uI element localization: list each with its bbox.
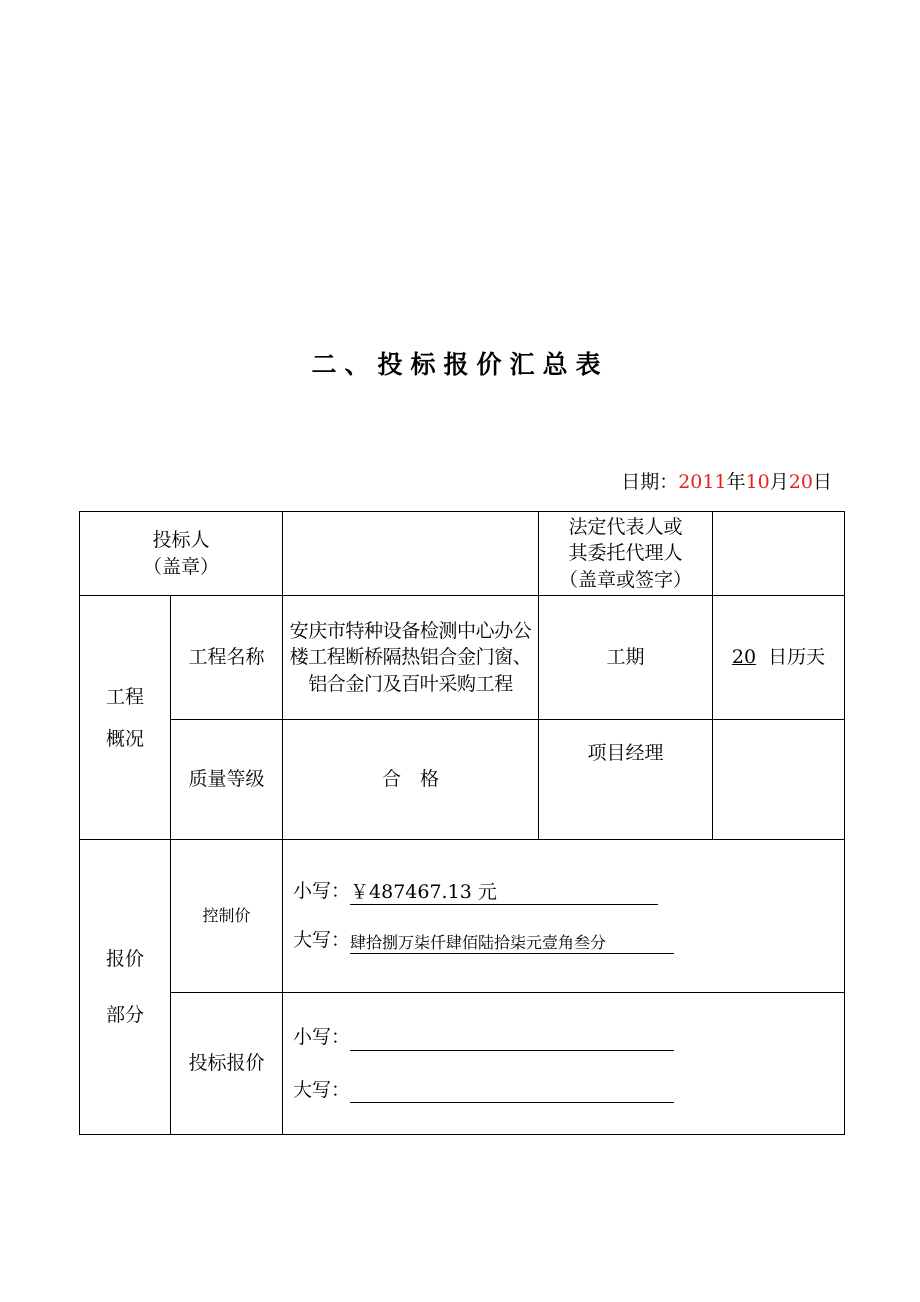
date-year: 2011 — [678, 471, 727, 493]
bidder-label-cell — [80, 512, 283, 596]
date-month: 10 — [745, 471, 770, 493]
table-row — [80, 720, 845, 840]
date-month-unit: 月 — [769, 471, 789, 493]
bidder-value-cell[interactable] — [283, 512, 539, 596]
pm-label: 项目经理 — [539, 720, 713, 840]
date-day: 20 — [788, 471, 813, 493]
legal-rep-label-cell — [539, 512, 713, 596]
date-day-unit: 日 — [812, 471, 832, 493]
date-year-unit: 年 — [726, 471, 746, 493]
bid-small-input[interactable] — [350, 1026, 674, 1051]
control-big-line — [293, 927, 844, 954]
duration-label: 工期 — [539, 596, 713, 720]
legal-rep-line3: （盖章或签字） — [559, 568, 693, 591]
quality-value: 合 格 — [283, 720, 539, 840]
table-row — [80, 993, 845, 1135]
pm-value-cell[interactable] — [713, 720, 845, 840]
control-price-cell — [283, 840, 845, 993]
overview-label-1: 工程 — [105, 685, 144, 708]
control-big-label: 大写： — [293, 929, 351, 951]
overview-label-cell — [80, 596, 171, 840]
duration-value-cell — [713, 596, 845, 720]
bid-price-cell — [283, 993, 845, 1135]
control-small-line — [293, 878, 844, 905]
bid-big-input[interactable] — [350, 1078, 674, 1103]
control-big-value: 肆拾捌万柒仟肆佰陆拾柒元壹角叁分 — [350, 933, 674, 953]
price-label-2: 部分 — [105, 1004, 144, 1026]
control-small-value: ￥487467.13 元 — [350, 881, 658, 905]
bid-price-label: 投标报价 — [171, 993, 283, 1135]
bid-summary-table — [79, 511, 845, 1135]
table-row — [80, 596, 845, 720]
duration-unit: 日历天 — [768, 646, 826, 669]
overview-label-2: 概况 — [105, 727, 144, 750]
project-name-value: 安庆市特种设备检测中心办公楼工程断桥隔热铝合金门窗、铝合金门及百叶采购工程 — [283, 596, 539, 720]
project-name-label: 工程名称 — [171, 596, 283, 720]
bidder-sub-label: （盖章） — [143, 555, 220, 578]
table-row — [80, 512, 845, 596]
quality-label: 质量等级 — [171, 720, 283, 840]
legal-rep-line2: 其委托代理人 — [568, 542, 683, 565]
bidder-label: 投标人 — [152, 528, 210, 551]
price-label-1: 报价 — [105, 948, 144, 970]
control-price-label: 控制价 — [171, 840, 283, 993]
table-row — [80, 840, 845, 993]
legal-rep-value-cell[interactable] — [713, 512, 845, 596]
date-line — [621, 467, 832, 494]
bid-big-line — [293, 1077, 844, 1104]
page-title: 二、投标报价汇总表 — [311, 350, 609, 379]
bid-small-line — [293, 1024, 844, 1051]
control-small-label: 小写： — [293, 880, 351, 903]
legal-rep-line1: 法定代表人或 — [568, 515, 683, 538]
bid-big-label: 大写： — [293, 1078, 351, 1101]
duration-days: 20 — [731, 646, 757, 669]
bid-small-label: 小写： — [293, 1025, 351, 1048]
price-label-cell — [80, 840, 171, 1135]
date-label: 日期： — [621, 471, 679, 493]
